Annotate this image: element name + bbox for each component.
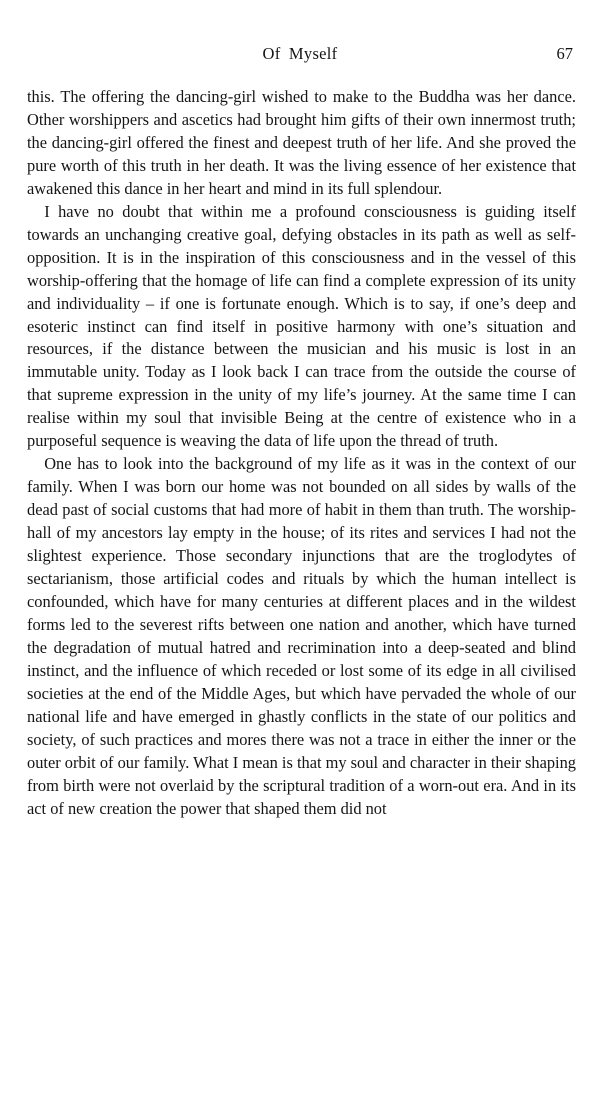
- paragraph-continuation: this. The offering the dancing-girl wished to make to the Buddha was her dance. Other worshippers and ascetics had brought him gifts of their own innermost truth; the dancing-girl offered the finest and deepest truth of her life. And she proved the pure worth of this truth in her death. It was the living essence of her existence that awakened this dance in her heart and mind in its full splendour.: [27, 87, 576, 198]
- page-number: 67: [556, 44, 573, 63]
- page-header: [27, 44, 573, 68]
- paragraph-consciousness: I have no doubt that within me a profound consciousness is guiding itself towards an unchanging creative goal, defying obstacles in its path as well as self-opposition. It is in the inspiration of this consciousness and in the vessel of this worship-offering that the homage of life can find a complete expression of its unity and individuality – if one is fortunate enough. Which is to say, if one’s deep and esoteric instinct can find itself in positive harmony with one’s situation and resources, if the distance between the musician and his music is lost in an immutable unity. Today as I look back I can trace from the outside the course of that supreme expression in the unity of my life’s journey. At the same time I can realise within my soul that invisible Being at the centre of existence who in a purposeful sequence is weaving the data of life upon the thread of truth.: [27, 201, 576, 451]
- running-title: Of Myself: [262, 44, 338, 63]
- body-text: [27, 86, 576, 821]
- paragraph-family-background: One has to look into the background of my life as it was in the context of our family. When I was born our home was not bounded on all sides by walls of the dead past of social customs that had more of habit in them than truth. The worship-hall of my ancestors lay empty in the house; of its rites and services I had not the slightest experience. Those secondary injunctions that are the troglodytes of sectarianism, those artificial codes and rituals by which the human intellect is confounded, which have for many centuries at different places and in the wildest forms led to the severest rifts between one nation and another, which have turned the degradation of mutual hatred and recrimination into a deep-seated and blind instinct, and the influence of which receded or lost some of its edge in all civilised societies at the end of the Middle Ages, but which have pervaded the whole of our national life and have emerged in ghastly conflicts in the state of our politics and society, of such practices and mores there was not a trace in either the inner or the outer orbit of our family. What I mean is that my soul and character in their shaping from birth were not overlaid by the scriptural tradition of a worn-out era. And in its act of new creation the power that shaped them did not: [27, 454, 576, 818]
